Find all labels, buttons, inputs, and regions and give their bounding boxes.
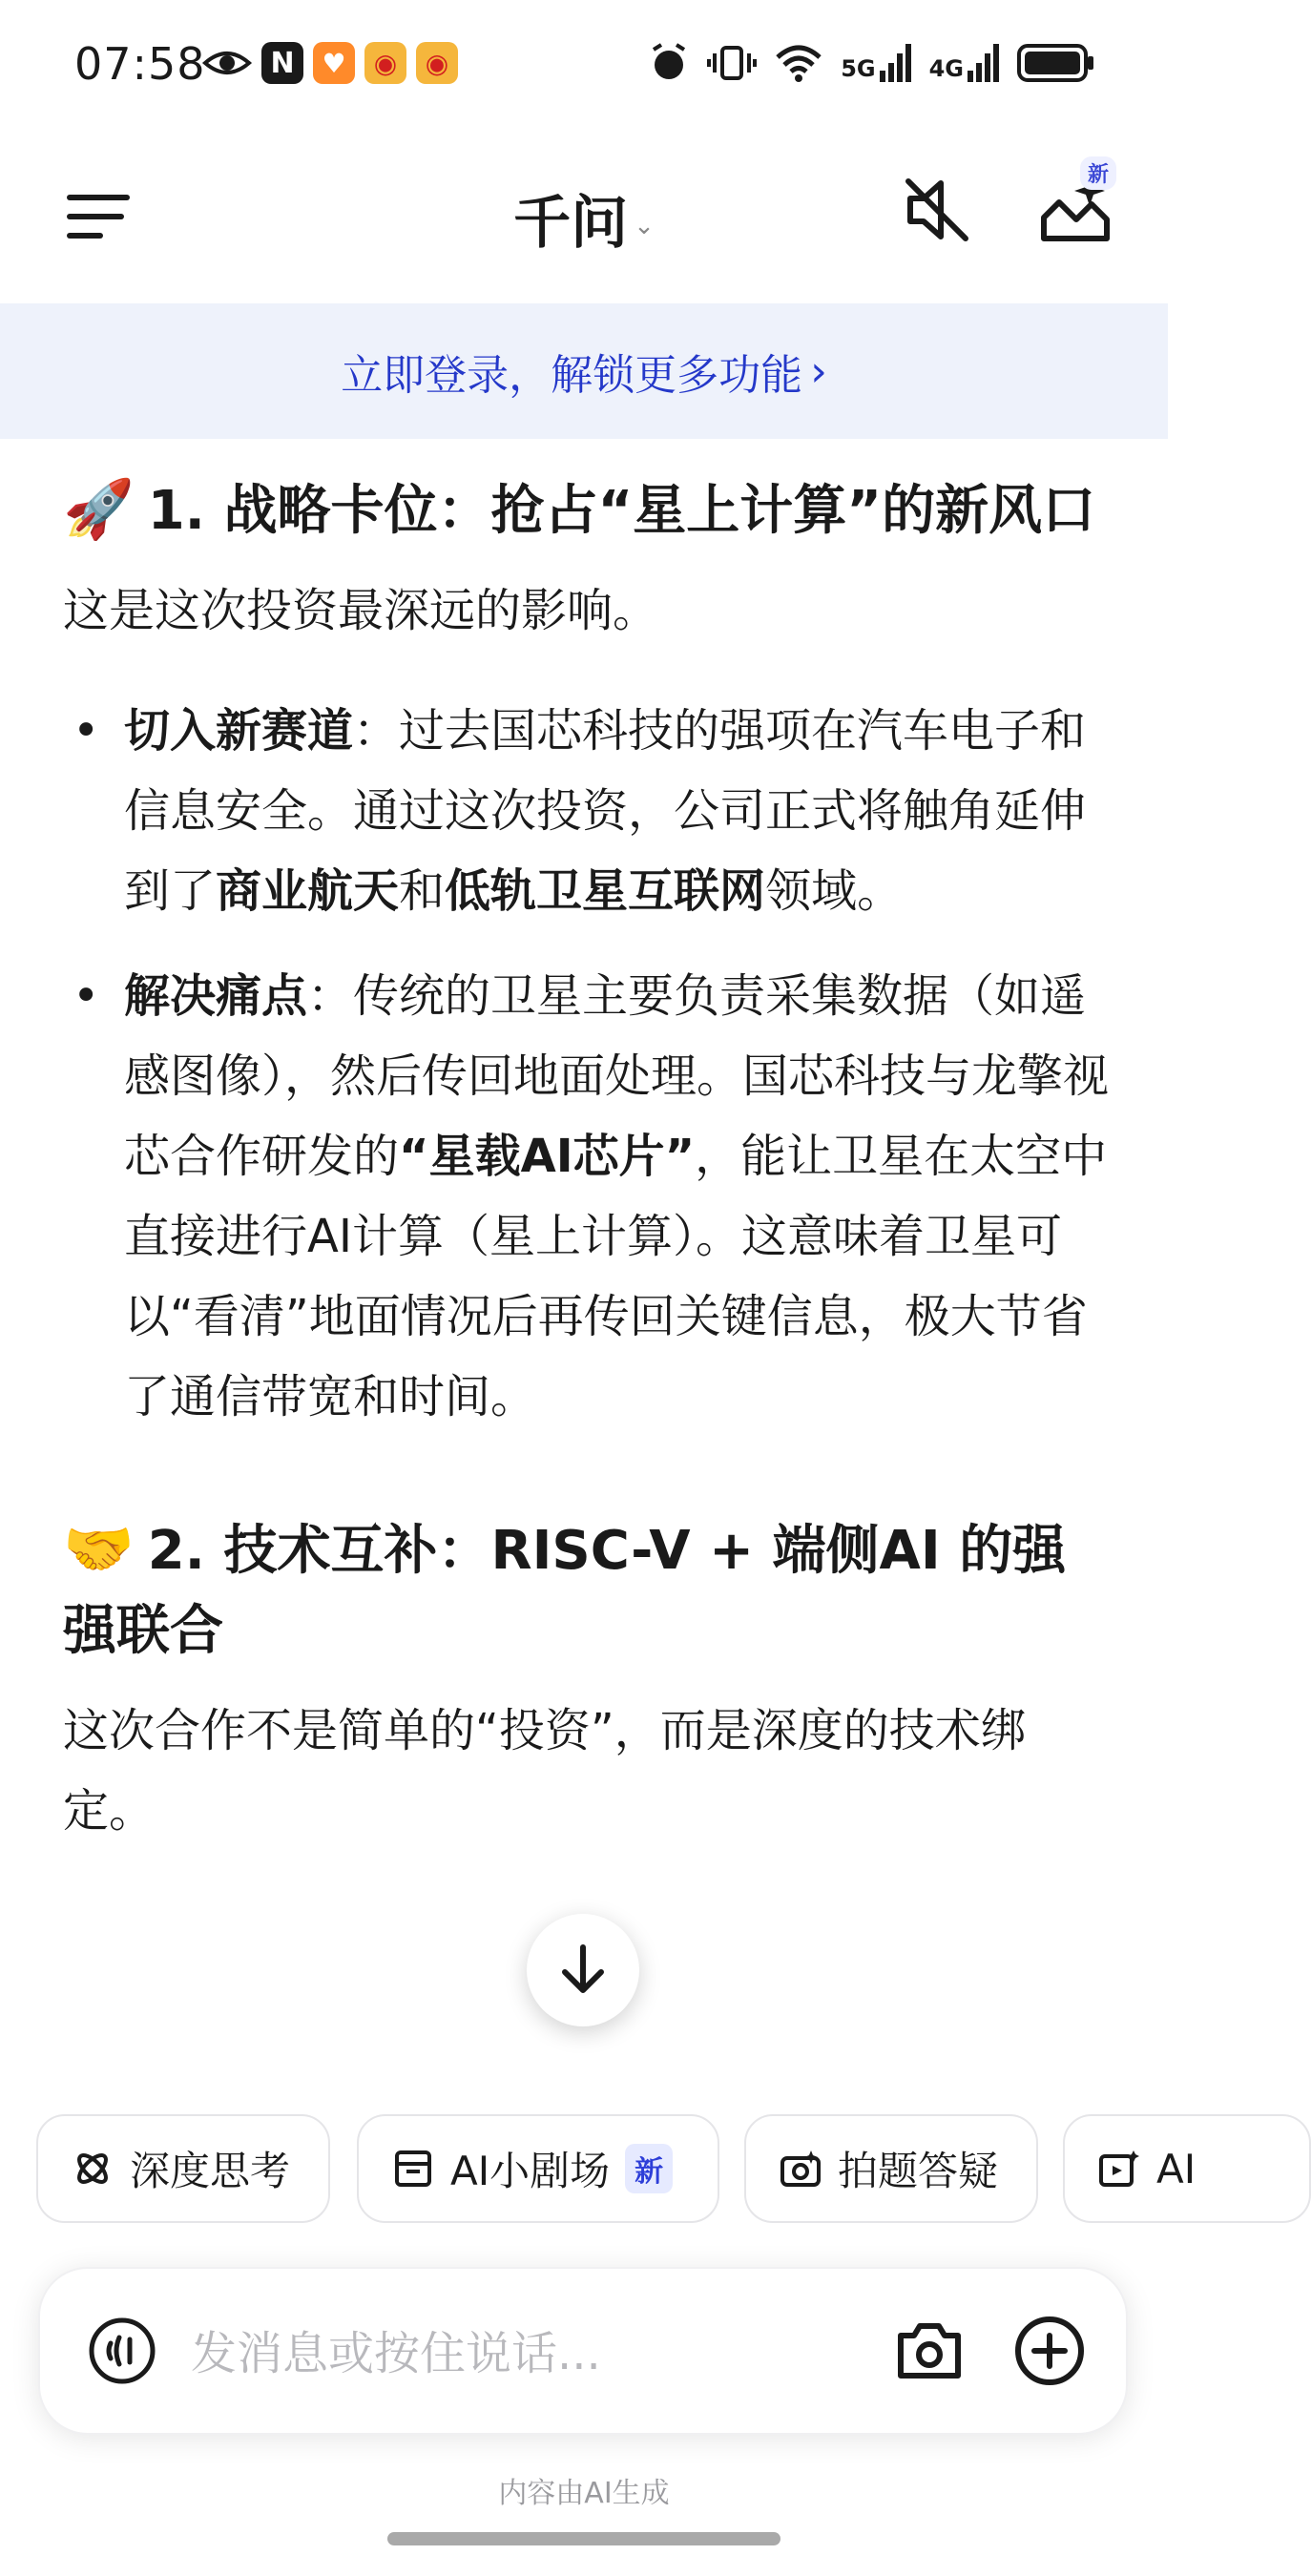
top-navigation (0, 134, 1168, 305)
message-composer (38, 2267, 1128, 2435)
add-icon[interactable] (1011, 2313, 1088, 2389)
bullet-bold: 低轨卫星互联网 (445, 864, 766, 918)
network-5g-label: 5G (841, 55, 876, 82)
bullet-list-1 (63, 691, 1113, 1437)
section-intro-2: 这次合作不是简单的“投资”，而是深度的技术绑定。 (63, 1704, 1027, 1838)
bullet-label: 切入新赛道 (124, 704, 354, 758)
new-badge: 新 (1080, 156, 1116, 190)
ai-generated-note: 内容由AI生成 (498, 2477, 670, 2510)
content-fade (0, 2070, 1168, 2078)
system-icons (648, 42, 1095, 84)
signal-4g (929, 44, 1000, 82)
photo-question-icon (779, 2147, 822, 2191)
status-bar (0, 0, 1168, 134)
signal-5g (841, 44, 911, 82)
message-input[interactable] (189, 2307, 880, 2400)
chip-ai-video[interactable] (1063, 2114, 1311, 2223)
chip-label: AI小剧场 (450, 2148, 611, 2194)
wifi-icon (774, 42, 823, 84)
bullet-text: 和 (399, 864, 446, 918)
bullet-item (63, 956, 1113, 1437)
scroll-to-bottom-button[interactable] (527, 1914, 639, 2026)
bullet-text: ：过去国芯科技的强项在汽车电子和信息安全。通过这次投资，公司正式将触角延伸到了 (124, 704, 1087, 918)
section-heading-2-text: 2. 技术互补：RISC-V + 端侧AI 的强强联合 (63, 1520, 1067, 1662)
app-title[interactable] (0, 177, 1168, 260)
deep-think-icon (71, 2147, 114, 2191)
bullet-label: 解决痛点 (124, 969, 308, 1023)
login-banner-text: 立即登录，解锁更多功能 (341, 351, 803, 400)
chip-ai-theater[interactable] (357, 2114, 719, 2223)
section-heading-1 (63, 469, 1113, 551)
chevron-right-icon: › (810, 346, 827, 396)
vibrate-icon (707, 42, 757, 84)
speaker-mute-icon[interactable] (899, 172, 975, 248)
app-title-text: 千问 (513, 190, 629, 257)
signal-4g-icon (968, 44, 1000, 82)
section-heading-1-text: 1. 战略卡位：抢占“星上计算”的新风口 (147, 480, 1096, 542)
chip-new-badge: 新 (625, 2144, 673, 2193)
chip-label: AI (1156, 2145, 1197, 2192)
weibo-icon-2: ◉ (416, 42, 458, 84)
section-heading-2 (63, 1509, 1113, 1672)
bullet-text: ：传统的卫星主要负责采集数据（如遥感图像），然后传回地面处理。国芯科技与龙擎视芯合作研发的 (124, 969, 1110, 1183)
bullet-text: 领域。 (765, 864, 904, 918)
network-4g-label: 4G (928, 55, 964, 82)
app-heart-icon: ♥ (313, 42, 355, 84)
eye-icon (202, 42, 252, 84)
bullet-item (63, 691, 1113, 931)
nfc-icon: N (261, 42, 303, 84)
chip-label: 拍题答疑 (838, 2148, 999, 2194)
arrow-down-icon (559, 1943, 607, 1997)
chevron-down-icon: ⌄ (634, 212, 655, 241)
chip-photo-question[interactable] (744, 2114, 1038, 2223)
voice-input-icon[interactable] (88, 2316, 156, 2385)
login-banner[interactable] (0, 303, 1168, 439)
home-indicator[interactable] (387, 2532, 780, 2545)
handshake-icon: 🤝 (63, 1516, 135, 1583)
notification-icons (202, 42, 458, 84)
weibo-icon: ◉ (364, 42, 406, 84)
quick-action-chips (36, 2114, 1197, 2227)
battery-icon (1017, 44, 1095, 82)
ai-video-icon (1097, 2147, 1141, 2191)
status-time: 07:58 (74, 38, 206, 90)
signal-5g-icon (880, 44, 912, 82)
bullet-bold: “星载AI芯片” (399, 1130, 696, 1183)
alarm-icon (648, 42, 690, 84)
chat-response (63, 439, 1113, 2070)
chip-label: 深度思考 (130, 2148, 291, 2194)
bullet-text: ，能让卫星在太空中直接进行AI计算（星上计算）。这意味着卫星可以“看清”地面情况后再传回关键信息，极大节省了通信带宽和时间。 (124, 1130, 1108, 1423)
chip-deep-think[interactable] (36, 2114, 330, 2223)
section-intro-1: 这是这次投资最深远的影响。 (63, 584, 659, 637)
camera-icon[interactable] (891, 2313, 968, 2389)
theater-icon (391, 2147, 435, 2191)
bullet-bold: 商业航天 (216, 864, 400, 918)
rocket-icon: 🚀 (63, 476, 135, 543)
